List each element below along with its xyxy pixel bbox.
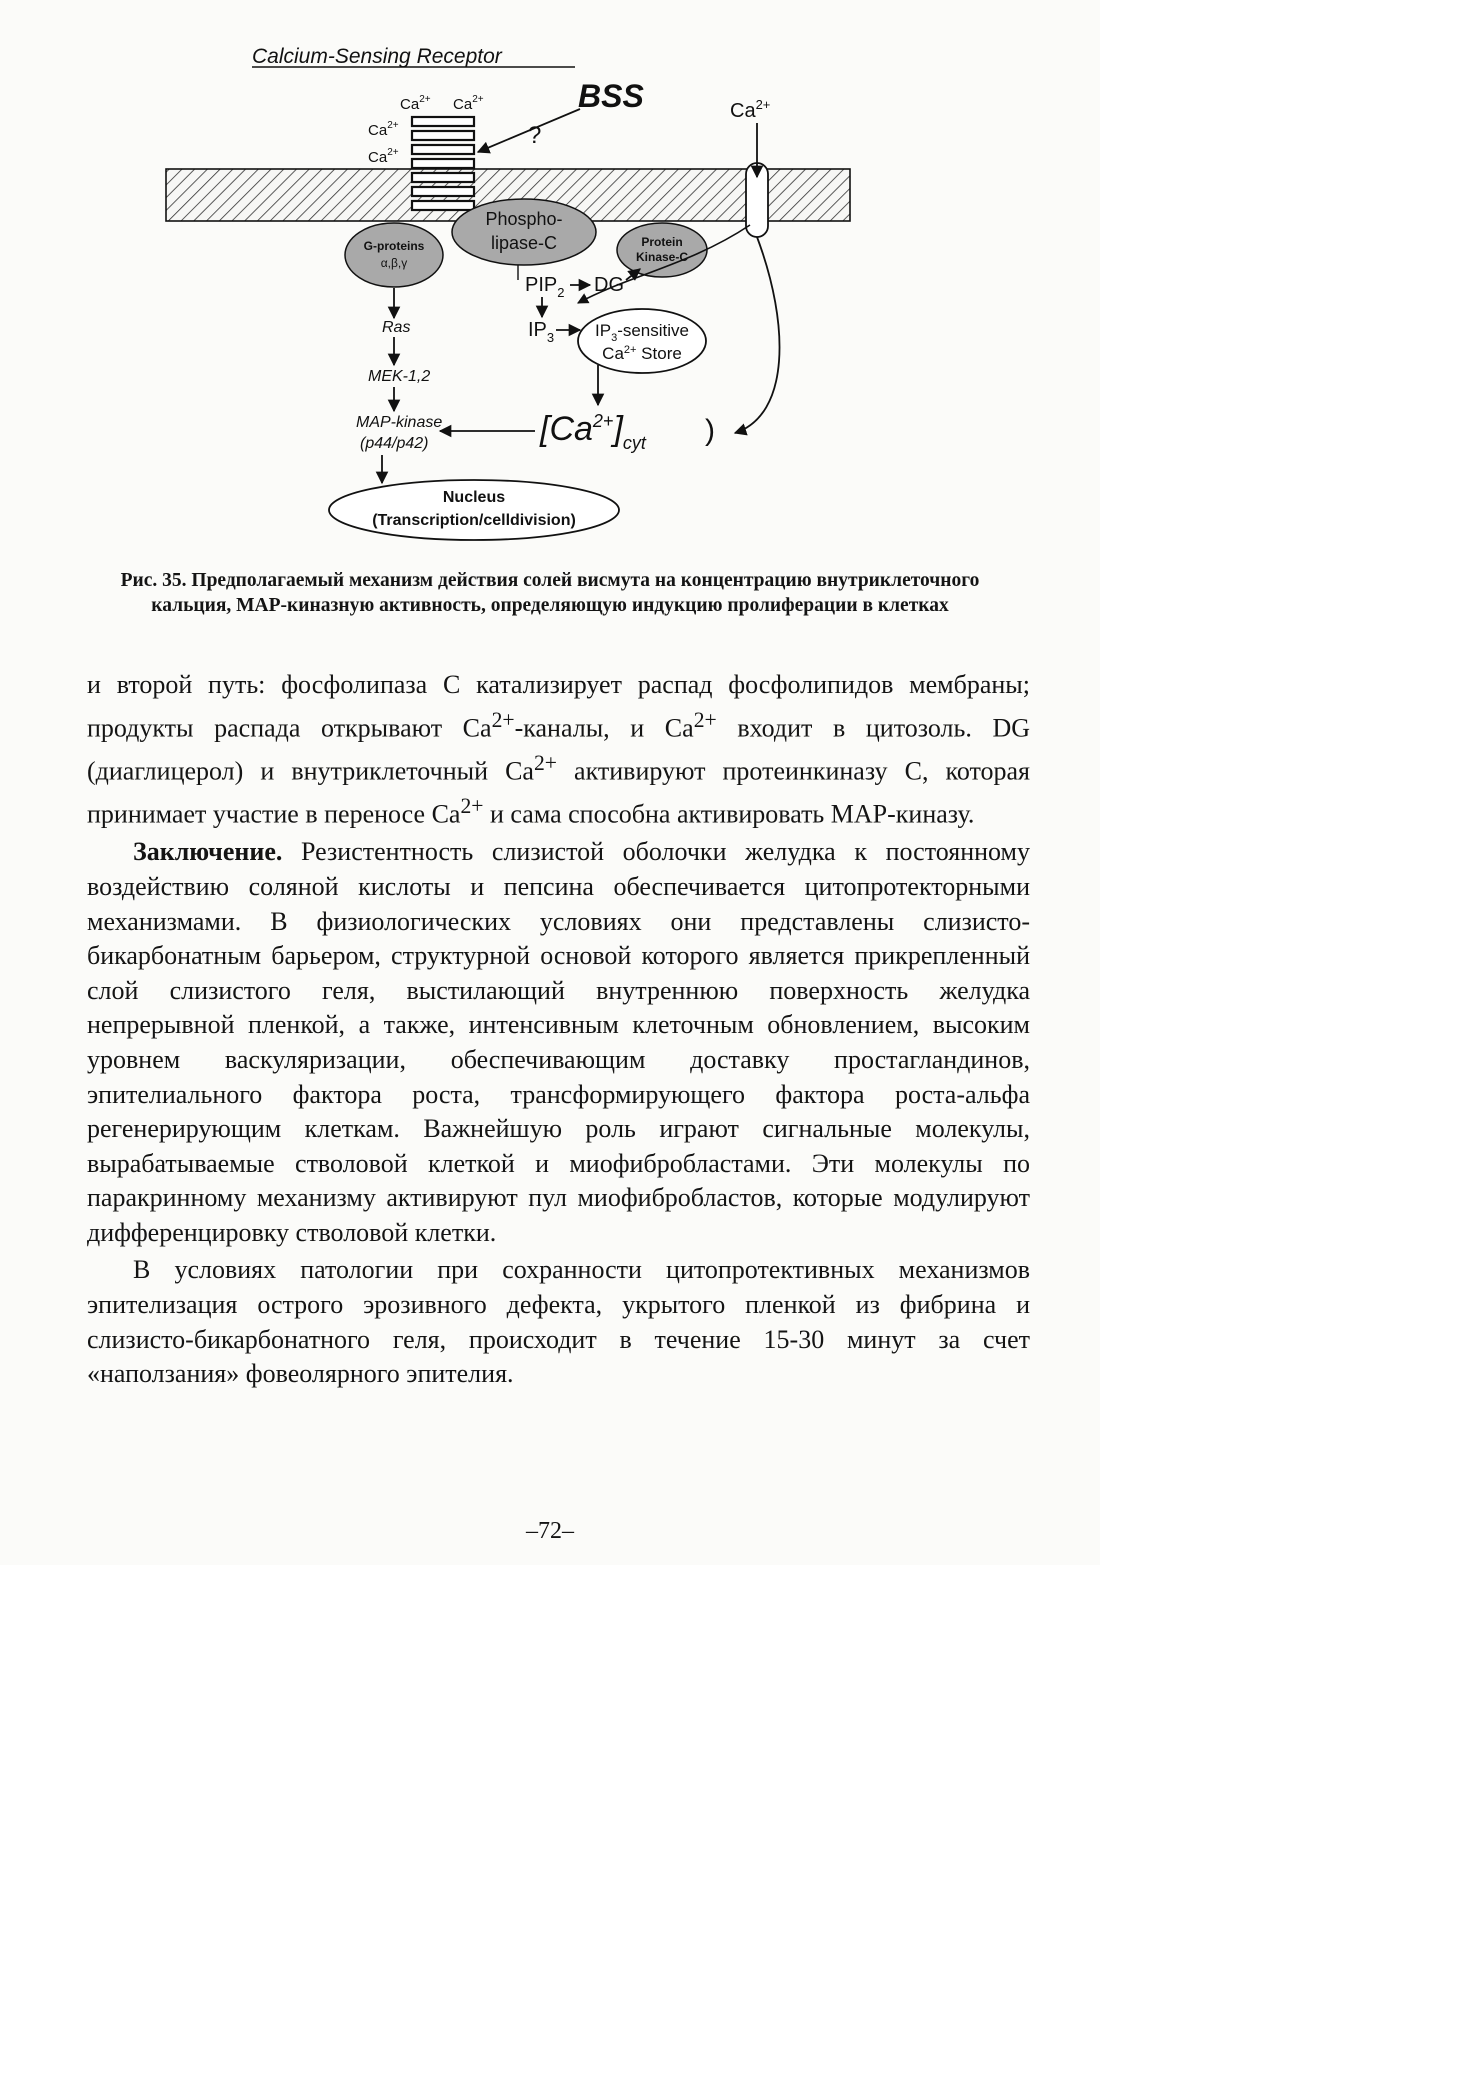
ca-cyt-paren: )	[705, 414, 715, 447]
signaling-diagram	[150, 35, 910, 555]
phospholipase-c-line2: lipase-C	[490, 233, 558, 253]
ca-top-left-label: $Ca^{2+}$	[400, 94, 431, 113]
conclusion-heading: Заключение.	[133, 837, 283, 867]
map-kinase-line2: (p44/p42)	[360, 435, 429, 452]
pkc-line1: Protein	[641, 235, 683, 249]
mek-label: MEK-1,2	[368, 368, 431, 385]
page-number: –72–	[526, 1518, 574, 1544]
ip3-sensitive-store	[578, 309, 706, 373]
receptor-helices	[412, 117, 474, 210]
map-kinase-line1: MAP-kinase	[356, 414, 443, 431]
g-proteins-node	[345, 223, 443, 287]
g-proteins-line1: G-proteins	[363, 239, 425, 253]
paragraph-pathology: В условиях патологии при сохранности цитопротективных механизмов эпителизация острого эрозивного дефекта, укрытого пленкой из фибрина и слизисто-бикарбонатного геля, происходит в течение 15-30 минут за счет «наползания» фовеолярного эпителия.	[87, 1255, 1030, 1389]
caption-lead: Рис. 35.	[120, 570, 187, 591]
bss-label: BSS	[578, 78, 644, 114]
ca-cyt-label: $[Ca^{2+}]_{cyt}$	[540, 410, 646, 453]
ip3-store-line2: $Ca^{2+}$ Store	[602, 344, 682, 363]
phospholipase-c-line1: Phospho-	[485, 209, 563, 229]
dg-label: DG	[594, 274, 624, 296]
figure-title: Calcium-Sensing Receptor	[252, 45, 502, 68]
ip3-label: $IP_3$	[528, 319, 555, 345]
nucleus-line2: (Transcription/celldivision)	[372, 512, 576, 529]
body-text	[87, 668, 1030, 1392]
calcium-receptor-figure	[150, 35, 910, 555]
channel-to-ca-cyt-curve	[735, 237, 780, 433]
pkc-line2: Kinase-C	[635, 250, 689, 264]
ras-label: Ras	[382, 319, 411, 336]
ca-mid-label: $Ca^{2+}$	[368, 120, 399, 139]
ca-low-label: $Ca^{2+}$	[368, 147, 399, 166]
ca-channel-label: $Ca^{2+}$	[730, 97, 771, 122]
caption-text: Предполагаемый механизм действия солей висмута на концентрацию внутриклеточного кальция, МАР-киназную активность, определяющую индукцию пролиферации в клетках	[151, 570, 980, 616]
question-mark: ?	[528, 122, 542, 149]
g-proteins-line2: α,β,γ	[380, 256, 408, 270]
ca-top-right-label: $Ca^{2+}$	[453, 94, 484, 113]
pip2-label: $PIP_2$	[525, 274, 565, 300]
ip3-store-line1: $IP_3$-sensitive	[595, 321, 689, 344]
figure-caption	[100, 568, 1000, 618]
paragraph-conclusion: Заключение. Резистентность слизистой оболочки желудка к постоянному воздействию соляной кислоты и пепсина обеспечивается цитопротекторными механизмами. В физиологических условиях они представлены слизисто-бикарбонатным барьером, структурной основой которого является прикрепленный слой слизистого геля, выстилающий внутреннюю поверхность желудка непрерывной пленкой, а также, интенсивным клеточным обновлением, высоким уровнем васкуляризации, обеспечивающим доставку простагландинов, эпителиального фактора роста, трансформирующего фактора роста-альфа регенерирующим клеткам. Важнейшую роль играют сигнальные молекулы, вырабатываемые стволовой клеткой и миофибробластами. Эти молекулы по паракринному механизму активируют пул миофибробластов, которые модулируют дифференцировку стволовой клетки.	[87, 837, 1030, 1247]
nucleus-line1: Nucleus	[442, 489, 506, 506]
paragraph-continuation: и второй путь: фосфолипаза С катализирует распад фосфолипидов мембраны; продукты распада открывают $Са^{2+}$-каналы, и $Са^{2+}$ входит в цитозоль. DG (диаглицерол) и внутриклеточный $Са^{2+}$ активируют протеинкиназу С, которая принимает участие в переносе $Са^{2+}$ и сама способна активировать МАР-киназу.	[87, 670, 1030, 829]
